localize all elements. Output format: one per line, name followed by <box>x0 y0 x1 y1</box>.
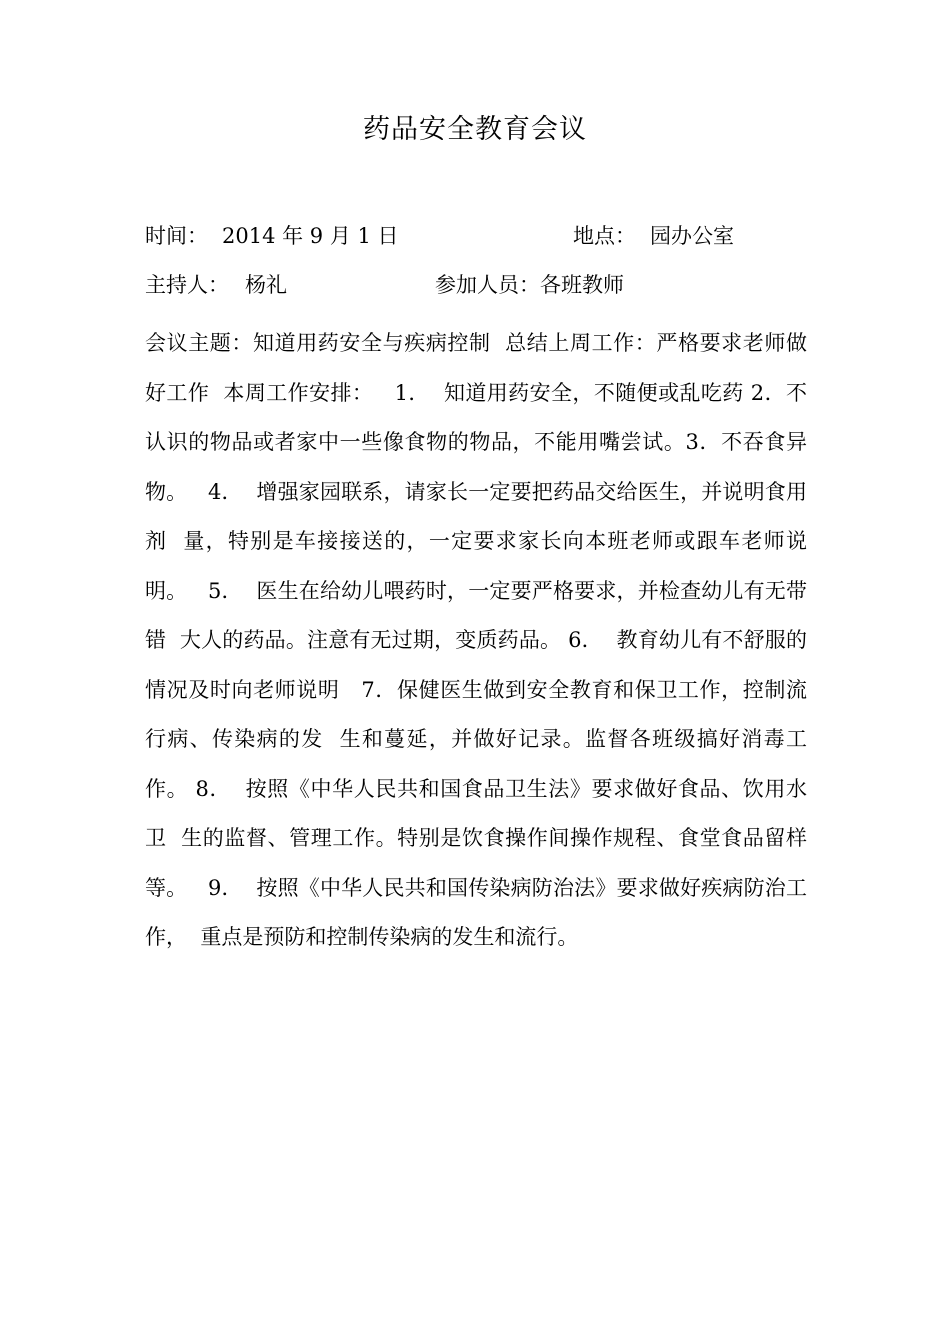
document-title: 药品安全教育会议 <box>363 114 587 145</box>
host-participants-row <box>145 270 624 300</box>
place-label: 地点： <box>573 224 636 248</box>
participants-label: 参加人员： <box>435 273 540 297</box>
place-value: 园办公室 <box>650 224 734 248</box>
host-label: 主持人： <box>145 273 229 297</box>
host-value: 杨礼 <box>245 273 287 297</box>
place-group <box>573 221 734 251</box>
time-label: 时间： <box>145 224 208 248</box>
meeting-content: 会议主题：知道用药安全与疾病控制 总结上周工作：严格要求老师做好工作 本周工作安排： 1． 知道用药安全，不随便或乱吃药 2．不认识的物品或者家中一些像食物的物品，不能用嘴尝试。3．不吞食异物。 4． 增强家园联系，请家长一定要把药品交给医生，并说明食用剂 量，特别是车接接送的，一定要求家长向本班老师或跟车老师说明。 5． 医生在给幼儿喂药时，一定要严格要求，并检查幼儿有无带错 大人的药品。注意有无过期，变质药品。 6． 教育幼儿有不舒服的情况及时向老师说明 7．保健医生做到安全教育和保卫工作，控制流行病、传染病的发 生和蔓延，并做好记录。监督各班级搞好消毒工作。 8． 按照《中华人民共和国食品卫生法》要求做好食品、饮用水卫 生的监督、管理工作。特别是饮食操作间操作规程、食堂食品留样等。 9． 按照《中华人民共和国传染病防治法》要求做好疾病防治工作， 重点是预防和控制传染病的发生和流行。 <box>145 331 807 949</box>
participants-value: 各班教师 <box>540 273 624 297</box>
meeting-time-place-row <box>145 221 734 251</box>
time-value: 2014 年 9 月 1 日 <box>222 224 399 248</box>
participants-group <box>435 270 624 300</box>
